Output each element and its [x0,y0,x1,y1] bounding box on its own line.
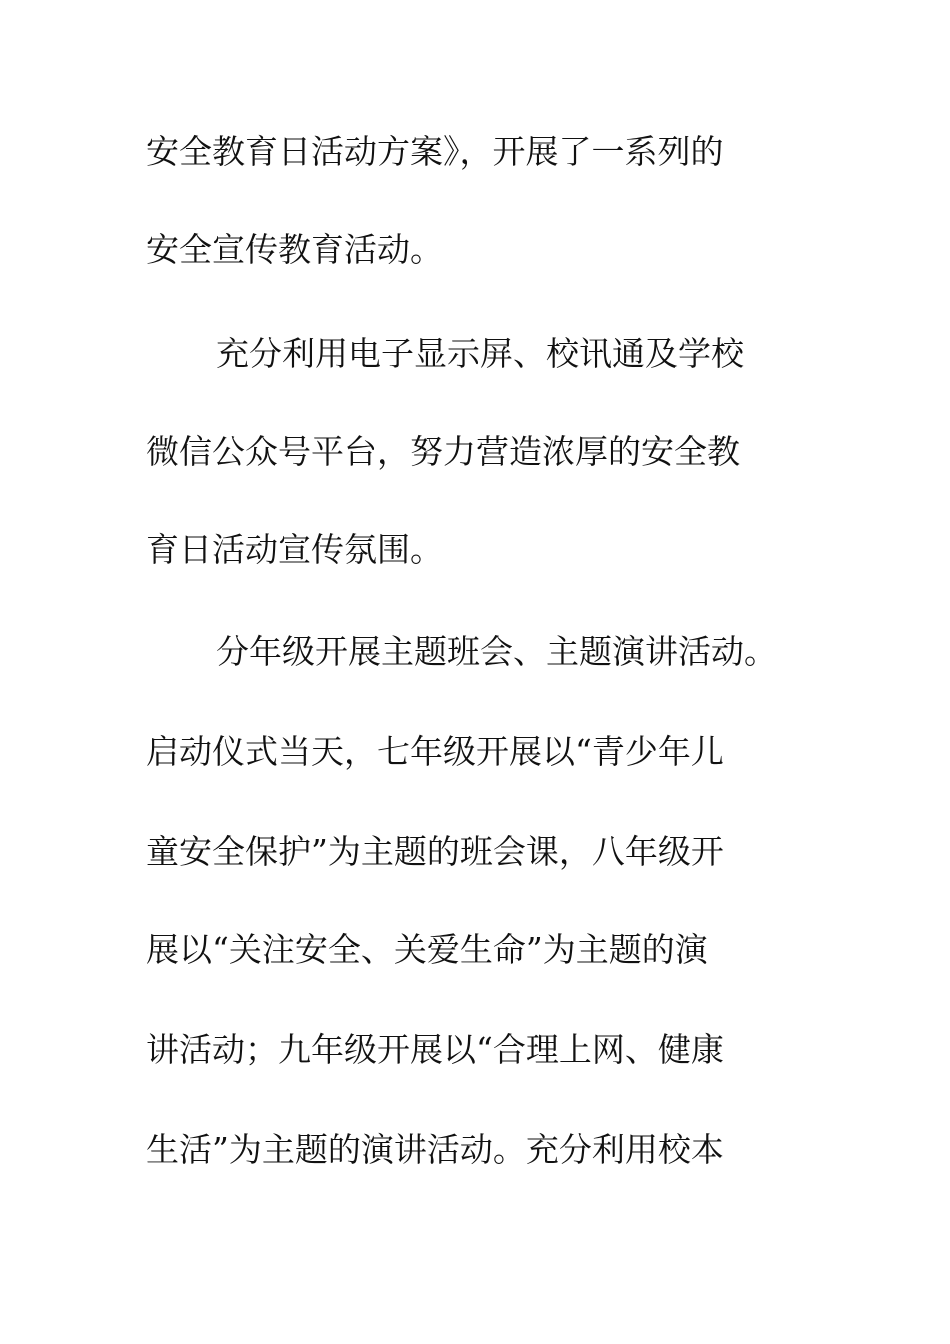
text-line: 微信公众号平台，努力营造浓厚的安全教 [146,432,740,471]
text-line: 安全宣传教育活动。 [146,230,443,269]
text-line: 安全教育日活动方案》，开展了一系列的 [146,132,724,171]
text-line: 生活”为主题的演讲活动。充分利用校本 [146,1130,724,1169]
paragraph-start-line: 充分利用电子显示屏、校讯通及学校 [216,334,744,373]
paragraph-start-line: 分年级开展主题班会、主题演讲活动。 [216,632,777,671]
text-line: 讲活动；九年级开展以“合理上网、健康 [146,1030,724,1069]
text-line: 启动仪式当天，七年级开展以“青少年儿 [146,732,724,771]
text-line: 育日活动宣传氛围。 [146,530,443,569]
text-line: 童安全保护”为主题的班会课，八年级开 [146,832,724,871]
text-line: 展以“关注安全、关爱生命”为主题的演 [146,930,708,969]
